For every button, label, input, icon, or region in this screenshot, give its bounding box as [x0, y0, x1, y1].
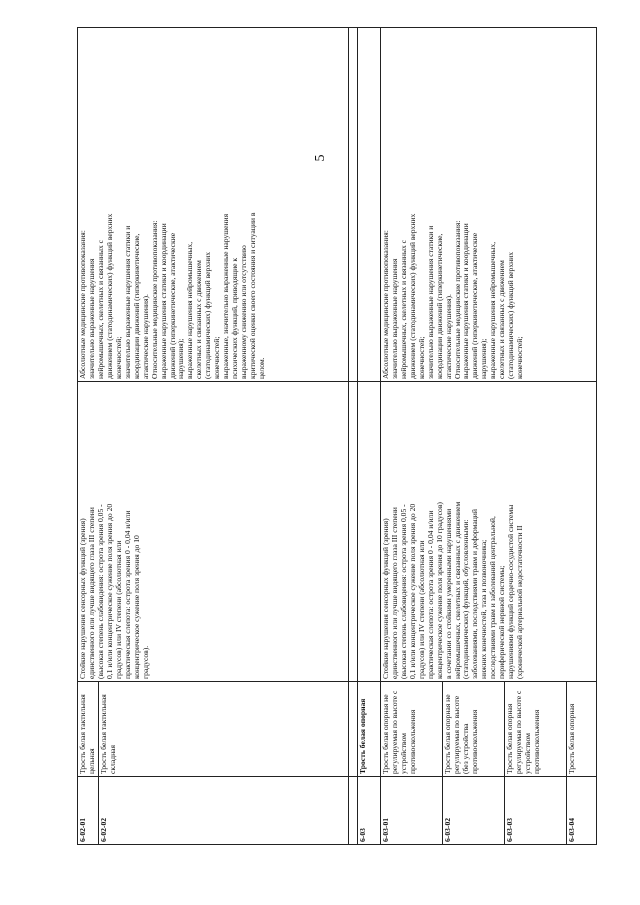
indication-line: Стойкие нарушения сенсорных функций (зрения)	[380, 518, 390, 679]
indication-line: градусов).	[140, 645, 150, 679]
indication-line: периферической нервной системы;	[497, 565, 507, 679]
contraindication-line: скелетных и связанных с движением	[194, 260, 204, 379]
contraindication-line: выраженные нарушения нейромышечных,	[185, 241, 195, 379]
indication-line: 0,1 и/или концентрическое сужение поля зрения до 20	[407, 503, 417, 679]
contraindication-line: конечностей;	[212, 336, 222, 379]
contraindication-line: значительно выраженные нарушения	[86, 258, 96, 379]
table-row	[380, 28, 442, 845]
contraindication-line: (статодинамических) функций верхних	[506, 251, 516, 379]
contraindication-line: Абсолютные медицинские противопоказания:	[78, 230, 87, 379]
contraindication-line: значительно выраженные нарушения	[389, 258, 399, 379]
row-code: 6-03-03	[504, 777, 566, 845]
aids-indications-table	[77, 27, 597, 845]
indication-line: единственного или лучше видящего глаза III степени	[86, 507, 96, 679]
section-name: Трость белая опорная	[357, 682, 380, 777]
row-name: Трость белая опорная	[566, 682, 596, 777]
contraindication-line: выраженные, значительно выраженные нарушения	[221, 213, 231, 379]
row-name: Трость белая опорная регулируемая по высоте с устройством противоскольжения	[504, 682, 566, 777]
page-number: 5	[313, 154, 328, 162]
indication-line: единственного или лучше видящего глаза III степени	[389, 507, 399, 679]
row-contraindications	[78, 28, 349, 382]
contraindication-line: движений (гиперкинетические, атактические	[167, 232, 177, 379]
contraindication-line: нарушения);	[176, 338, 186, 379]
contraindication-line: (статодинамических) функций верхних	[203, 251, 213, 379]
indication-line: заболеваниями, последствиями травм и деформаций	[470, 509, 480, 679]
contraindication-line: движением (статодинамических) функций верхних	[407, 213, 417, 379]
indication-line: концентрическое сужение поля зрения до 10	[131, 535, 141, 679]
row-code: 6-03-01	[380, 777, 442, 845]
indication-line: градусов) или IV степени (абсолютная или	[113, 540, 123, 679]
contraindication-line: целом.	[257, 357, 267, 379]
contraindication-line: значительно выраженные нарушения статики и	[122, 225, 132, 379]
contraindication-line: нейромышечных, скелетных и связанных с	[95, 239, 105, 379]
row-code: 6-02-01	[78, 777, 99, 845]
contraindication-line: движений (гиперкинетические, атактические	[470, 232, 480, 379]
contraindication-line: выраженные нарушения статики и координации	[461, 223, 471, 379]
row-code: 6-03-02	[442, 777, 504, 845]
indication-line: градусов) или IV степени (абсолютная или	[416, 540, 426, 679]
contraindication-line: психических функций, приводящие к	[230, 257, 240, 379]
contraindication-line: атактические нарушения).	[443, 294, 453, 379]
contraindication-line: конечностей;	[416, 336, 426, 379]
table-section-row	[357, 28, 380, 845]
row-contraindications	[380, 28, 596, 382]
row-indications	[78, 382, 349, 682]
contraindication-line: выраженные нарушения нейромышечных,	[488, 241, 498, 379]
row-code: 6-03-04	[566, 777, 596, 845]
contraindication-line: критической оценки своего состояния и ситуации в	[248, 212, 258, 379]
contraindication-line: Относительные медицинские противопоказания:	[452, 220, 462, 379]
row-name: Трость белая тактильная складная	[98, 682, 348, 777]
indication-line: нарушениями функций сердечно-сосудистой системы	[506, 504, 516, 679]
contraindication-line: скелетных и связанных с движением	[497, 260, 507, 379]
contraindication-line: конечностей;	[515, 336, 525, 379]
row-code: 6-02-02	[98, 777, 348, 845]
indication-line: последствиями травм и заболеваний центральной,	[488, 516, 498, 679]
indication-line: практическая слепота: острота зрения 0 - 0,04 и/или	[425, 510, 435, 679]
contraindication-line: атактические нарушения).	[140, 294, 150, 379]
indication-line: в сочетании со стойкими умеренными нарушениями	[443, 508, 453, 679]
row-name: Трость белая опорная не регулируемая по высоте с устройством противоскольжения	[380, 682, 442, 777]
table-spacer	[348, 28, 357, 845]
indication-line: (высокая степень слабовидения: острота зрения 0,05 -	[398, 504, 408, 679]
row-name: Трость белая тактильная цельная	[78, 682, 99, 777]
contraindication-line: координации движений (гиперкинетические,	[131, 233, 141, 379]
contraindication-line: нейромышечных, скелетных и связанных с	[398, 239, 408, 379]
indication-line: (высокая степень слабовидения: острота зрения 0,05 -	[95, 504, 105, 679]
section-code: 6-03	[357, 777, 380, 845]
contraindication-line: координации движений (гиперкинетические,	[434, 233, 444, 379]
row-name: Трость белая опорная не регулируемая по высоте (без устройства противоскольжения	[442, 682, 504, 777]
indication-line: практическая слепота: острота зрения 0 - 0,04 и/или	[122, 510, 132, 679]
table-row	[78, 28, 99, 845]
contraindication-line: конечностей;	[113, 336, 123, 379]
contraindication-line: значительно выраженные нарушения статики и	[425, 225, 435, 379]
contraindication-line: выраженному снижению или отсутствию	[239, 245, 249, 379]
row-indications	[380, 382, 596, 682]
indication-line: (хронической артериальной недостаточности II	[515, 525, 525, 679]
indication-line: 0,1 и/или концентрическое сужение поля зрения до 20	[104, 503, 114, 679]
contraindication-line: Абсолютные медицинские противопоказания:	[380, 230, 390, 379]
indication-line: (статодинамических) функций, обусловленными:	[461, 519, 471, 679]
indication-line: нижних конечностей, таза и позвоночника;	[479, 539, 489, 679]
contraindication-line: движением (статодинамических) функций верхних	[104, 213, 114, 379]
contraindication-line: выраженные нарушения статики и координации	[158, 223, 168, 379]
contraindication-line: нарушения);	[479, 338, 489, 379]
indication-line: нейромышечных, скелетных и связанных с движением	[452, 501, 462, 679]
rotated-table-container	[77, 28, 588, 845]
indication-line: Стойкие нарушения сенсорных функций (зрения)	[78, 518, 87, 679]
indication-line: концентрическое сужение поля зрения до 10 градусов)	[434, 502, 444, 679]
contraindication-line: Относительные медицинские противопоказания:	[149, 220, 159, 379]
